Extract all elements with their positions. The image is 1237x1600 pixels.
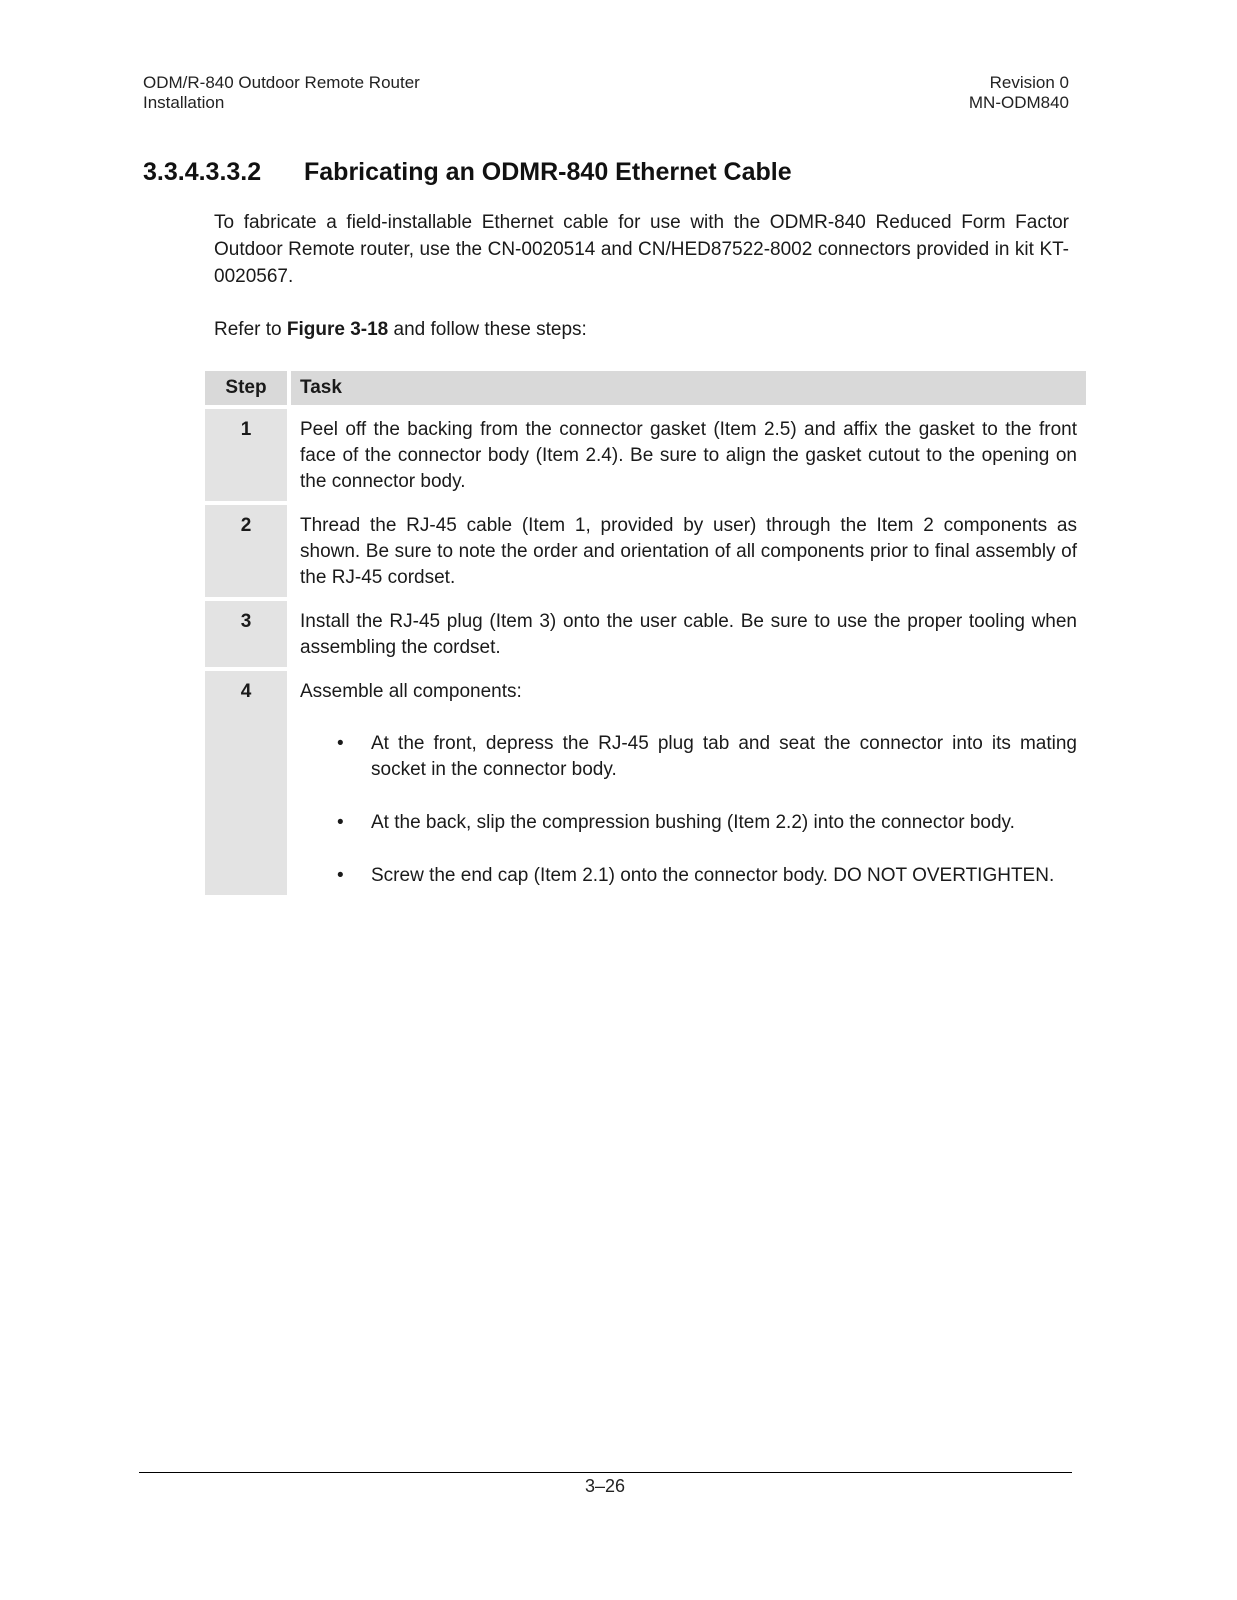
intro-paragraph: To fabricate a field-installable Ethernet cable for use with the ODMR-840 Reduced Form Factor Outdoor Remote router, use the CN-0020514 and CN/HED87522-8002 connectors provided in kit KT-0020567. — [214, 212, 1069, 287]
task-cell — [291, 671, 1086, 899]
footer-divider — [139, 1472, 1072, 1473]
step-number: 4 — [205, 671, 291, 899]
bullet-list — [300, 731, 1077, 889]
task-description: Install the RJ-45 plug (Item 3) onto the user cable. Be sure to use the proper tooling when assembling the cordset. — [291, 601, 1086, 671]
refer-prefix: Refer to — [214, 319, 287, 340]
document-title: ODM/R-840 Outdoor Remote Router — [143, 73, 420, 92]
steps-table — [205, 371, 1086, 899]
step-number: 2 — [205, 505, 291, 601]
page-header-right — [969, 73, 1069, 113]
task-description: Peel off the backing from the connector gasket (Item 2.5) and affix the gasket to the front face of the connector body (Item 2.4). Be sure to align the gasket cutout to the opening on the connector body. — [291, 409, 1086, 505]
step-column-header: Step — [205, 371, 291, 409]
table-row — [205, 505, 1086, 601]
table-row — [205, 409, 1086, 505]
table-row — [205, 601, 1086, 671]
step-number: 3 — [205, 601, 291, 671]
section-title: Fabricating an ODMR-840 Ethernet Cable — [304, 158, 792, 186]
chapter-name: Installation — [143, 93, 225, 112]
step-number: 1 — [205, 409, 291, 505]
table-row — [205, 671, 1086, 899]
revision-label: Revision 0 — [989, 73, 1069, 92]
page-header-left — [143, 73, 420, 113]
page-number: 3–26 — [584, 1476, 626, 1496]
task-description: Thread the RJ-45 cable (Item 1, provided by user) through the Item 2 components as shown. Be sure to note the order and orientation of all components prior to final assembly of the RJ-45 cordset. — [291, 505, 1086, 601]
refer-paragraph — [214, 316, 1069, 343]
refer-suffix: and follow these steps: — [388, 319, 587, 340]
task-column-header: Task — [291, 371, 1086, 409]
table-header-row — [205, 371, 1086, 409]
list-item: • Screw the end cap (Item 2.1) onto the connector body. DO NOT OVERTIGHTEN. — [371, 863, 1077, 889]
document-number: MN-ODM840 — [968, 93, 1069, 112]
section-number: 3.3.4.3.3.2 — [143, 158, 262, 186]
task-description: Assemble all components: — [300, 681, 522, 702]
figure-reference-link[interactable]: Figure 3-18 — [286, 319, 389, 340]
list-item: • At the back, slip the compression bushing (Item 2.2) into the connector body. — [371, 810, 1077, 836]
section-heading — [143, 158, 792, 187]
list-item: • At the front, depress the RJ-45 plug tab and seat the connector into its mating socket in the connector body. — [371, 731, 1077, 783]
